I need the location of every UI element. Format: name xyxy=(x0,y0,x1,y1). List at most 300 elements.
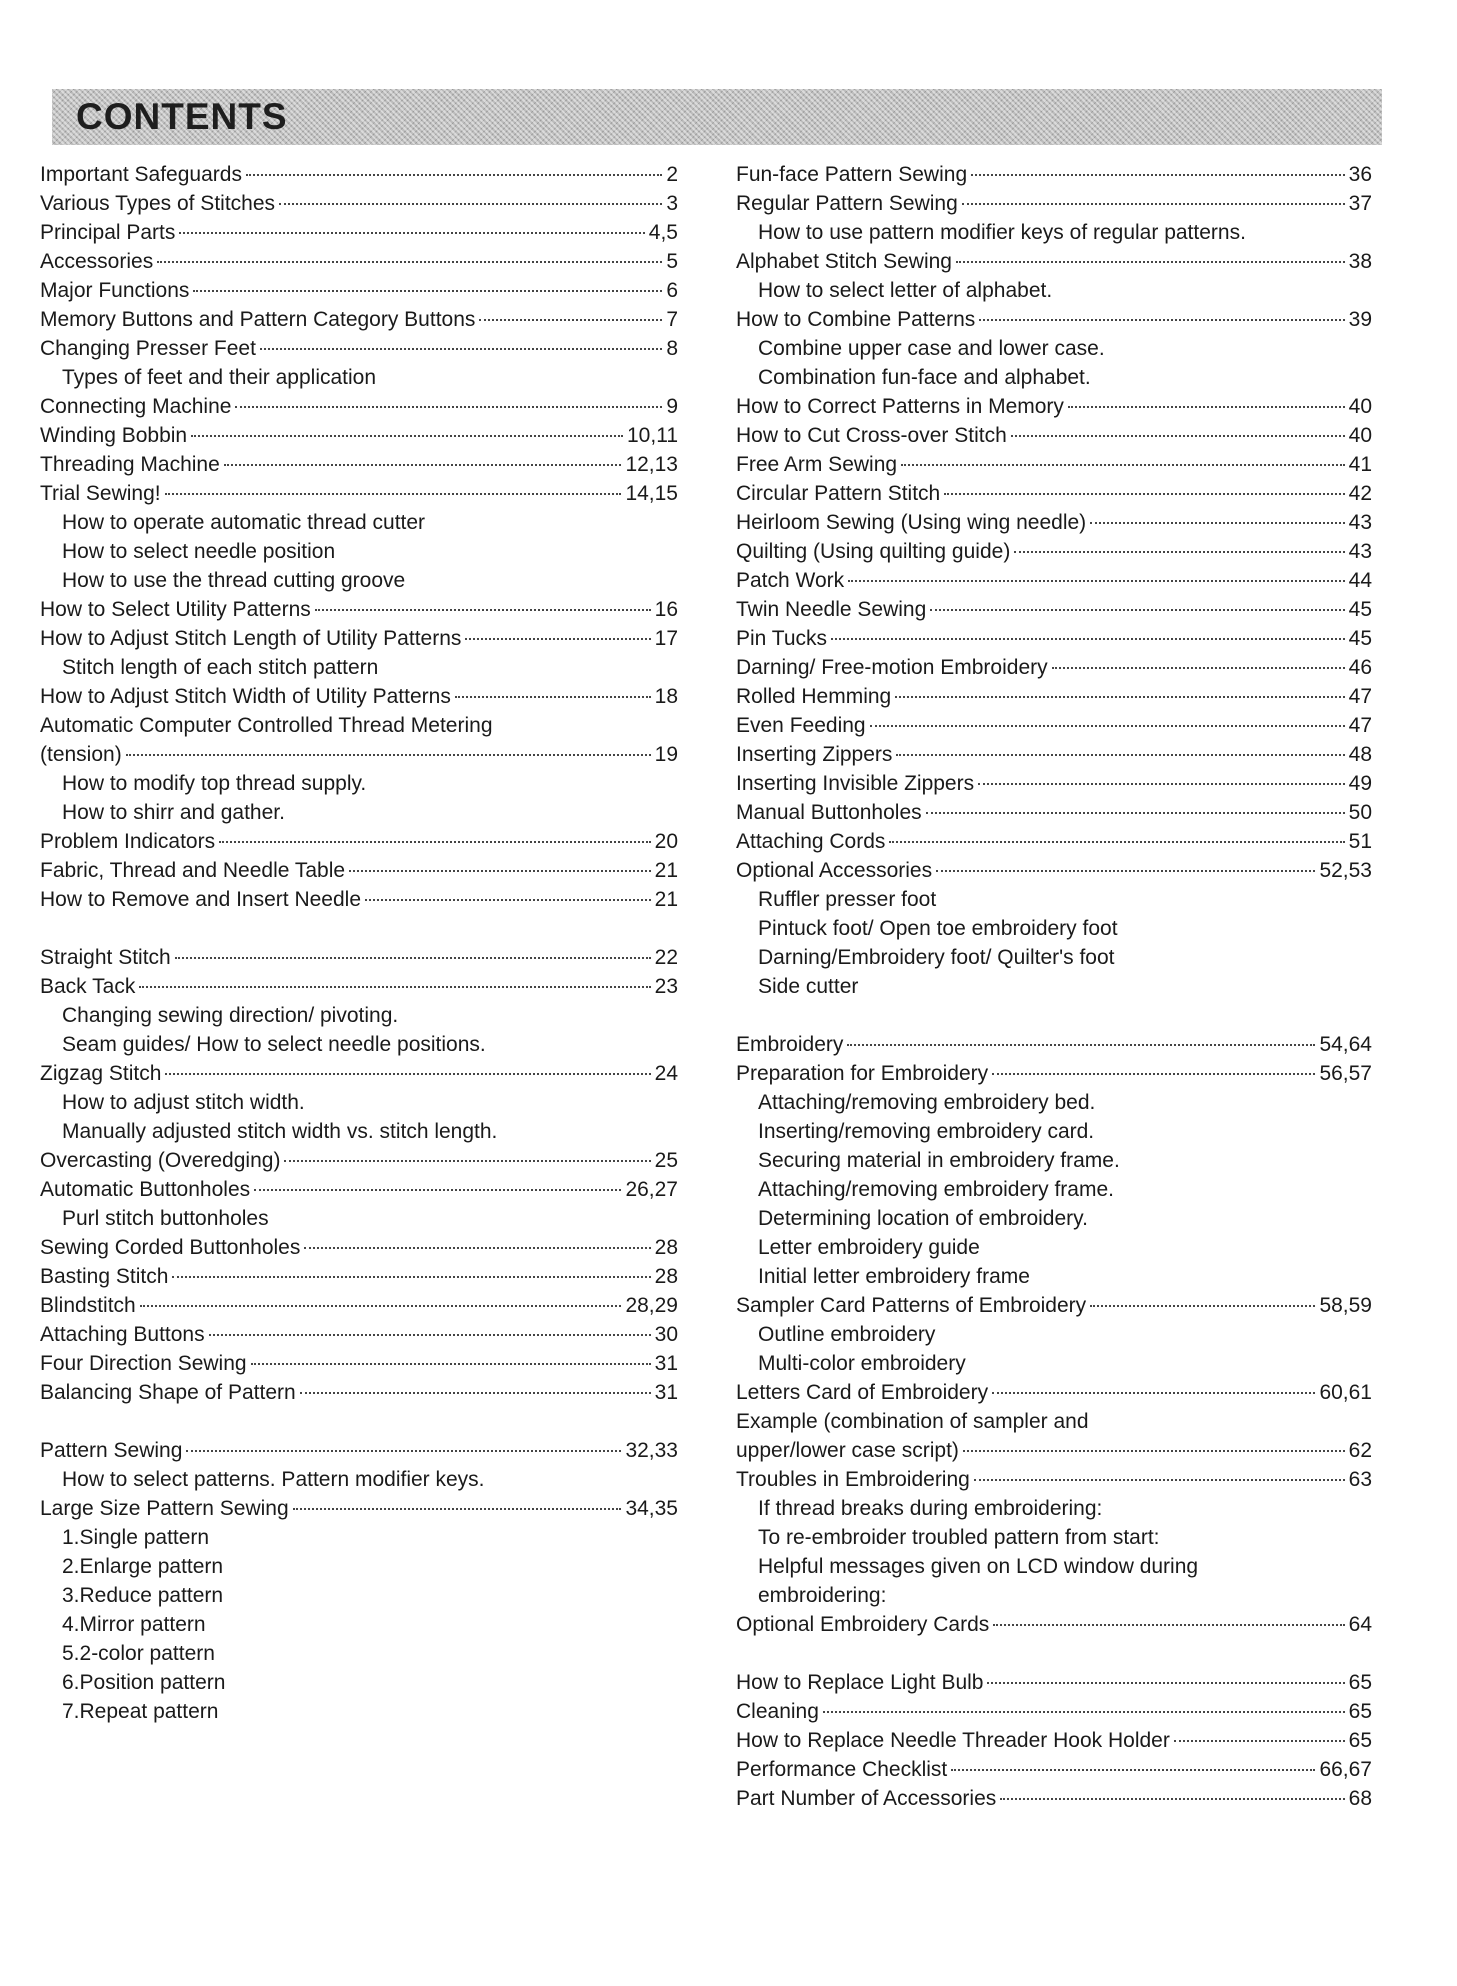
toc-entry xyxy=(40,1291,678,1320)
toc-entry xyxy=(736,1291,1372,1320)
page-title: CONTENTS xyxy=(76,96,288,137)
dot-leader xyxy=(823,1711,1345,1713)
toc-entry xyxy=(736,827,1372,856)
toc-subentry: embroidering: xyxy=(758,1584,887,1607)
toc-entry xyxy=(736,740,1372,769)
toc-subentry: Types of feet and their application xyxy=(62,366,377,389)
entry-page-number: 12,13 xyxy=(625,453,678,476)
entry-page-number: 24 xyxy=(654,1062,678,1085)
toc-entry-line: Example (combination of sampler and xyxy=(736,1410,1089,1433)
toc-subentry: Helpful messages given on LCD window during xyxy=(758,1555,1199,1578)
dot-leader xyxy=(219,841,651,843)
toc-subentry: How to select needle position xyxy=(62,540,336,563)
toc-entry xyxy=(736,624,1372,653)
entry-title: Performance Checklist xyxy=(736,1758,948,1781)
toc-subentry: Inserting/removing embroidery card. xyxy=(758,1120,1095,1143)
entry-title: (tension) xyxy=(40,743,122,766)
dot-leader xyxy=(186,1450,621,1452)
entry-page-number: 28,29 xyxy=(625,1294,678,1317)
toc-entry xyxy=(40,276,678,305)
toc-subentry: Combine upper case and lower case. xyxy=(758,337,1105,360)
entry-title: Heirloom Sewing (Using wing needle) xyxy=(736,511,1087,534)
toc-subentry: 6.Position pattern xyxy=(62,1671,226,1694)
toc-entry xyxy=(40,943,678,972)
toc-entry xyxy=(736,392,1372,421)
entry-title: How to Correct Patterns in Memory xyxy=(736,395,1064,418)
entry-title: Even Feeding xyxy=(736,714,866,737)
entry-title: How to Adjust Stitch Length of Utility Patterns xyxy=(40,627,462,650)
toc-entry xyxy=(736,537,1372,566)
entry-page-number: 9 xyxy=(666,395,678,418)
entry-title: Overcasting (Overedging) xyxy=(40,1149,281,1172)
toc-entry xyxy=(40,421,678,450)
dot-leader xyxy=(246,174,662,176)
dot-leader xyxy=(895,696,1344,698)
toc-subentry: 3.Reduce pattern xyxy=(62,1584,224,1607)
entry-page-number: 19 xyxy=(654,743,678,766)
dot-leader xyxy=(889,841,1344,843)
entry-page-number: 3 xyxy=(666,192,678,215)
toc-subentry: 4.Mirror pattern xyxy=(62,1613,206,1636)
entry-page-number: 36 xyxy=(1348,163,1372,186)
entry-title: Accessories xyxy=(40,250,154,273)
section-gap xyxy=(40,1407,678,1436)
entry-title: Attaching Buttons xyxy=(40,1323,205,1346)
toc-entry xyxy=(736,508,1372,537)
entry-page-number: 45 xyxy=(1348,627,1372,650)
entry-page-number: 65 xyxy=(1348,1729,1372,1752)
entry-page-number: 50 xyxy=(1348,801,1372,824)
toc-entry xyxy=(736,421,1372,450)
toc-subentry: 5.2-color pattern xyxy=(62,1642,215,1665)
toc-entry xyxy=(40,450,678,479)
toc-entry xyxy=(736,566,1372,595)
toc-subentry: How to select letter of alphabet. xyxy=(758,279,1053,302)
toc-subentry: Manually adjusted stitch width vs. stitch length. xyxy=(62,1120,498,1143)
entry-page-number: 47 xyxy=(1348,714,1372,737)
toc-entry xyxy=(736,305,1372,334)
entry-page-number: 7 xyxy=(666,308,678,331)
dot-leader xyxy=(951,1769,1315,1771)
dot-leader xyxy=(1052,667,1345,669)
entry-page-number: 6 xyxy=(666,279,678,302)
toc-entry xyxy=(40,392,678,421)
entry-page-number: 31 xyxy=(654,1381,678,1404)
entry-title: Balancing Shape of Pattern xyxy=(40,1381,296,1404)
dot-leader xyxy=(140,1305,622,1307)
toc-entry xyxy=(736,595,1372,624)
dot-leader xyxy=(848,580,1344,582)
toc-entry xyxy=(40,885,678,914)
toc-subentry: How to adjust stitch width. xyxy=(62,1091,305,1114)
entry-page-number: 62 xyxy=(1348,1439,1372,1462)
entry-title: Changing Presser Feet xyxy=(40,337,256,360)
dot-leader xyxy=(901,464,1345,466)
dot-leader xyxy=(224,464,622,466)
entry-page-number: 37 xyxy=(1348,192,1372,215)
dot-leader xyxy=(993,1624,1344,1626)
toc-subentry: Determining location of embroidery. xyxy=(758,1207,1088,1230)
dot-leader xyxy=(304,1247,650,1249)
entry-title: Cleaning xyxy=(736,1700,819,1723)
toc-entry xyxy=(736,1610,1372,1639)
toc-entry xyxy=(40,1494,678,1523)
toc-entry xyxy=(736,1668,1372,1697)
toc-entry xyxy=(736,247,1372,276)
entry-title: Manual Buttonholes xyxy=(736,801,922,824)
toc-subentry: Darning/Embroidery foot/ Quilter's foot xyxy=(758,946,1115,969)
dot-leader xyxy=(963,1450,1345,1452)
dot-leader xyxy=(978,783,1345,785)
entry-page-number: 21 xyxy=(654,859,678,882)
entry-title: Connecting Machine xyxy=(40,395,232,418)
entry-title: Blindstitch xyxy=(40,1294,136,1317)
entry-title: Troubles in Embroidering xyxy=(736,1468,970,1491)
entry-title: Inserting Invisible Zippers xyxy=(736,772,975,795)
entry-title: Optional Accessories xyxy=(736,859,933,882)
entry-title: Alphabet Stitch Sewing xyxy=(736,250,952,273)
entry-page-number: 56,57 xyxy=(1319,1062,1372,1085)
entry-page-number: 42 xyxy=(1348,482,1372,505)
toc-subentry: Securing material in embroidery frame. xyxy=(758,1149,1120,1172)
toc-entry xyxy=(40,682,678,711)
toc-subentry: Letter embroidery guide xyxy=(758,1236,980,1259)
toc-entry xyxy=(736,479,1372,508)
entry-page-number: 63 xyxy=(1348,1468,1372,1491)
entry-title: Regular Pattern Sewing xyxy=(736,192,958,215)
entry-page-number: 10,11 xyxy=(627,424,678,447)
dot-leader xyxy=(870,725,1345,727)
entry-page-number: 26,27 xyxy=(625,1178,678,1201)
toc-entry xyxy=(40,305,678,334)
toc-left-column xyxy=(40,160,678,1726)
entry-page-number: 45 xyxy=(1348,598,1372,621)
entry-title: Embroidery xyxy=(736,1033,844,1056)
toc-subentry: 7.Repeat pattern xyxy=(62,1700,219,1723)
toc-entry xyxy=(736,769,1372,798)
toc-subentry: Combination fun-face and alphabet. xyxy=(758,366,1091,389)
entry-title: How to Combine Patterns xyxy=(736,308,976,331)
entry-page-number: 68 xyxy=(1348,1787,1372,1810)
entry-page-number: 34,35 xyxy=(625,1497,678,1520)
dot-leader xyxy=(365,899,651,901)
entry-page-number: 28 xyxy=(654,1265,678,1288)
entry-title: Optional Embroidery Cards xyxy=(736,1613,990,1636)
dot-leader xyxy=(139,986,650,988)
entry-page-number: 44 xyxy=(1348,569,1372,592)
toc-subentry: Initial letter embroidery frame xyxy=(758,1265,1030,1288)
toc-subentry: Outline embroidery xyxy=(758,1323,936,1346)
toc-entry xyxy=(40,189,678,218)
dot-leader xyxy=(293,1508,622,1510)
toc-subentry: Attaching/removing embroidery bed. xyxy=(758,1091,1096,1114)
toc-entry xyxy=(736,1030,1372,1059)
entry-page-number: 43 xyxy=(1348,511,1372,534)
entry-title: How to Cut Cross-over Stitch xyxy=(736,424,1007,447)
entry-title: Problem Indicators xyxy=(40,830,216,853)
toc-entry xyxy=(40,1320,678,1349)
dot-leader xyxy=(479,319,662,321)
toc-entry xyxy=(736,1465,1372,1494)
toc-subentry: How to use the thread cutting groove xyxy=(62,569,406,592)
entry-page-number: 39 xyxy=(1348,308,1372,331)
toc-entry xyxy=(736,711,1372,740)
entry-title: How to Remove and Insert Needle xyxy=(40,888,361,911)
dot-leader xyxy=(1090,1305,1315,1307)
entry-page-number: 65 xyxy=(1348,1671,1372,1694)
section-gap xyxy=(736,1639,1372,1668)
dot-leader xyxy=(1068,406,1345,408)
entry-page-number: 25 xyxy=(654,1149,678,1172)
entry-title: upper/lower case script) xyxy=(736,1439,959,1462)
toc-subentry: Changing sewing direction/ pivoting. xyxy=(62,1004,399,1027)
entry-title: Darning/ Free-motion Embroidery xyxy=(736,656,1048,679)
entry-title: Preparation for Embroidery xyxy=(736,1062,989,1085)
dot-leader xyxy=(179,232,644,234)
entry-title: Sewing Corded Buttonholes xyxy=(40,1236,301,1259)
dot-leader xyxy=(974,1479,1345,1481)
dot-leader xyxy=(455,696,651,698)
entry-page-number: 21 xyxy=(654,888,678,911)
entry-page-number: 20 xyxy=(654,830,678,853)
entry-page-number: 43 xyxy=(1348,540,1372,563)
toc-entry xyxy=(40,624,678,653)
entry-title: Free Arm Sewing xyxy=(736,453,898,476)
toc-subentry: To re-embroider troubled pattern from start: xyxy=(758,1526,1160,1549)
dot-leader xyxy=(465,638,650,640)
entry-page-number: 52,53 xyxy=(1319,859,1372,882)
entry-page-number: 30 xyxy=(654,1323,678,1346)
toc-subentry: How to shirr and gather. xyxy=(62,801,285,824)
dot-leader xyxy=(992,1073,1315,1075)
entry-title: Threading Machine xyxy=(40,453,220,476)
toc-entry xyxy=(40,595,678,624)
entry-title: How to Select Utility Patterns xyxy=(40,598,311,621)
toc-subentry: How to select patterns. Pattern modifier keys. xyxy=(62,1468,485,1491)
entry-title: Rolled Hemming xyxy=(736,685,892,708)
entry-title: Pattern Sewing xyxy=(40,1439,183,1462)
toc-entry xyxy=(736,1784,1372,1813)
dot-leader xyxy=(979,319,1344,321)
dot-leader xyxy=(1090,522,1344,524)
dot-leader xyxy=(254,1189,621,1191)
entry-page-number: 66,67 xyxy=(1319,1758,1372,1781)
entry-title: How to Replace Needle Threader Hook Holder xyxy=(736,1729,1170,1752)
dot-leader xyxy=(944,493,1344,495)
section-gap xyxy=(736,1001,1372,1030)
toc-entry xyxy=(736,189,1372,218)
toc-subentry: Purl stitch buttonholes xyxy=(62,1207,269,1230)
toc-subentry: Side cutter xyxy=(758,975,859,998)
entry-title: Trial Sewing! xyxy=(40,482,161,505)
entry-page-number: 58,59 xyxy=(1319,1294,1372,1317)
entry-title: Inserting Zippers xyxy=(736,743,893,766)
entry-title: Winding Bobbin xyxy=(40,424,188,447)
toc-right-column xyxy=(736,160,1372,1813)
toc-entry xyxy=(736,450,1372,479)
toc-entry xyxy=(40,1378,678,1407)
entry-title: Patch Work xyxy=(736,569,845,592)
dot-leader xyxy=(992,1392,1315,1394)
dot-leader xyxy=(300,1392,651,1394)
toc-subentry: If thread breaks during embroidering: xyxy=(758,1497,1103,1520)
toc-entry xyxy=(736,1378,1372,1407)
entry-page-number: 2 xyxy=(666,163,678,186)
entry-title: Circular Pattern Stitch xyxy=(736,482,941,505)
entry-title: Important Safeguards xyxy=(40,163,242,186)
entry-page-number: 54,64 xyxy=(1319,1033,1372,1056)
entry-title: Various Types of Stitches xyxy=(40,192,276,215)
entry-page-number: 28 xyxy=(654,1236,678,1259)
toc-entry xyxy=(40,479,678,508)
dot-leader xyxy=(165,1073,650,1075)
dot-leader xyxy=(987,1682,1344,1684)
entry-title: Twin Needle Sewing xyxy=(736,598,927,621)
toc-entry xyxy=(40,247,678,276)
toc-subentry: Multi-color embroidery xyxy=(758,1352,966,1375)
entry-page-number: 4,5 xyxy=(648,221,678,244)
dot-leader xyxy=(209,1334,651,1336)
dot-leader xyxy=(126,754,651,756)
dot-leader xyxy=(165,493,622,495)
entry-page-number: 49 xyxy=(1348,772,1372,795)
entry-title: Back Tack xyxy=(40,975,136,998)
entry-page-number: 41 xyxy=(1348,453,1372,476)
dot-leader xyxy=(260,348,662,350)
entry-page-number: 38 xyxy=(1348,250,1372,273)
entry-page-number: 18 xyxy=(654,685,678,708)
toc-entry xyxy=(40,1175,678,1204)
entry-page-number: 8 xyxy=(666,337,678,360)
entry-page-number: 51 xyxy=(1348,830,1372,853)
dot-leader xyxy=(251,1363,651,1365)
toc-subentry: Pintuck foot/ Open toe embroidery foot xyxy=(758,917,1118,940)
entry-page-number: 64 xyxy=(1348,1613,1372,1636)
dot-leader xyxy=(1000,1798,1344,1800)
entry-title: How to Replace Light Bulb xyxy=(736,1671,984,1694)
toc-subentry: 1.Single pattern xyxy=(62,1526,210,1549)
dot-leader xyxy=(956,261,1345,263)
entry-page-number: 31 xyxy=(654,1352,678,1375)
toc-subentry: Stitch length of each stitch pattern xyxy=(62,656,379,679)
toc-subentry: Ruffler presser foot xyxy=(758,888,937,911)
dot-leader xyxy=(896,754,1344,756)
toc-entry xyxy=(736,1726,1372,1755)
entry-page-number: 5 xyxy=(666,250,678,273)
entry-page-number: 22 xyxy=(654,946,678,969)
entry-title: How to Adjust Stitch Width of Utility Patterns xyxy=(40,685,451,708)
dot-leader xyxy=(349,870,651,872)
entry-page-number: 40 xyxy=(1348,395,1372,418)
entry-page-number: 17 xyxy=(654,627,678,650)
dot-leader xyxy=(1011,435,1345,437)
entry-page-number: 47 xyxy=(1348,685,1372,708)
entry-page-number: 40 xyxy=(1348,424,1372,447)
toc-entry xyxy=(736,1697,1372,1726)
toc-entry xyxy=(40,1262,678,1291)
entry-title: Large Size Pattern Sewing xyxy=(40,1497,289,1520)
toc-entry xyxy=(40,160,678,189)
toc-entry xyxy=(40,1146,678,1175)
section-gap xyxy=(40,914,678,943)
entry-title: Quilting (Using quilting guide) xyxy=(736,540,1011,563)
dot-leader xyxy=(235,406,662,408)
dot-leader xyxy=(1174,1740,1345,1742)
dot-leader xyxy=(157,261,662,263)
dot-leader xyxy=(191,435,623,437)
dot-leader xyxy=(175,957,651,959)
toc-subentry: How to use pattern modifier keys of regular patterns. xyxy=(758,221,1246,244)
toc-entry xyxy=(736,1436,1372,1465)
dot-leader xyxy=(193,290,662,292)
entry-title: Pin Tucks xyxy=(736,627,828,650)
entry-title: Letters Card of Embroidery xyxy=(736,1381,989,1404)
toc-subentry: 2.Enlarge pattern xyxy=(62,1555,224,1578)
dot-leader xyxy=(926,812,1345,814)
dot-leader xyxy=(279,203,662,205)
dot-leader xyxy=(831,638,1345,640)
entry-title: Attaching Cords xyxy=(736,830,886,853)
toc-entry xyxy=(736,682,1372,711)
dot-leader xyxy=(1014,551,1344,553)
entry-title: Zigzag Stitch xyxy=(40,1062,162,1085)
entry-title: Automatic Buttonholes xyxy=(40,1178,251,1201)
toc-entry-line: Automatic Computer Controlled Thread Metering xyxy=(40,714,493,737)
contents-header-bar xyxy=(52,89,1382,145)
entry-title: Part Number of Accessories xyxy=(736,1787,997,1810)
dot-leader xyxy=(284,1160,650,1162)
dot-leader xyxy=(847,1044,1315,1046)
toc-subentry: Attaching/removing embroidery frame. xyxy=(758,1178,1114,1201)
entry-page-number: 14,15 xyxy=(625,482,678,505)
dot-leader xyxy=(315,609,651,611)
entry-title: Four Direction Sewing xyxy=(40,1352,247,1375)
dot-leader xyxy=(930,609,1344,611)
entry-title: Principal Parts xyxy=(40,221,176,244)
entry-page-number: 60,61 xyxy=(1319,1381,1372,1404)
entry-page-number: 16 xyxy=(654,598,678,621)
entry-page-number: 46 xyxy=(1348,656,1372,679)
toc-entry xyxy=(736,856,1372,885)
entry-title: Basting Stitch xyxy=(40,1265,169,1288)
entry-title: Fabric, Thread and Needle Table xyxy=(40,859,346,882)
toc-entry xyxy=(40,1436,678,1465)
toc-entry xyxy=(40,334,678,363)
toc-entry xyxy=(736,798,1372,827)
toc-subentry: How to modify top thread supply. xyxy=(62,772,367,795)
entry-page-number: 65 xyxy=(1348,1700,1372,1723)
entry-title: Sampler Card Patterns of Embroidery xyxy=(736,1294,1087,1317)
entry-page-number: 23 xyxy=(654,975,678,998)
entry-page-number: 48 xyxy=(1348,743,1372,766)
dot-leader xyxy=(172,1276,650,1278)
dot-leader xyxy=(962,203,1345,205)
toc-entry xyxy=(40,827,678,856)
toc-entry xyxy=(736,160,1372,189)
toc-subentry: Seam guides/ How to select needle positions. xyxy=(62,1033,486,1056)
dot-leader xyxy=(971,174,1345,176)
entry-title: Straight Stitch xyxy=(40,946,171,969)
dot-leader xyxy=(936,870,1315,872)
toc-entry xyxy=(40,856,678,885)
toc-entry xyxy=(40,218,678,247)
entry-page-number: 32,33 xyxy=(625,1439,678,1462)
toc-entry xyxy=(736,653,1372,682)
toc-entry xyxy=(40,740,678,769)
toc-entry xyxy=(40,1233,678,1262)
toc-entry xyxy=(736,1755,1372,1784)
toc-subentry: How to operate automatic thread cutter xyxy=(62,511,426,534)
